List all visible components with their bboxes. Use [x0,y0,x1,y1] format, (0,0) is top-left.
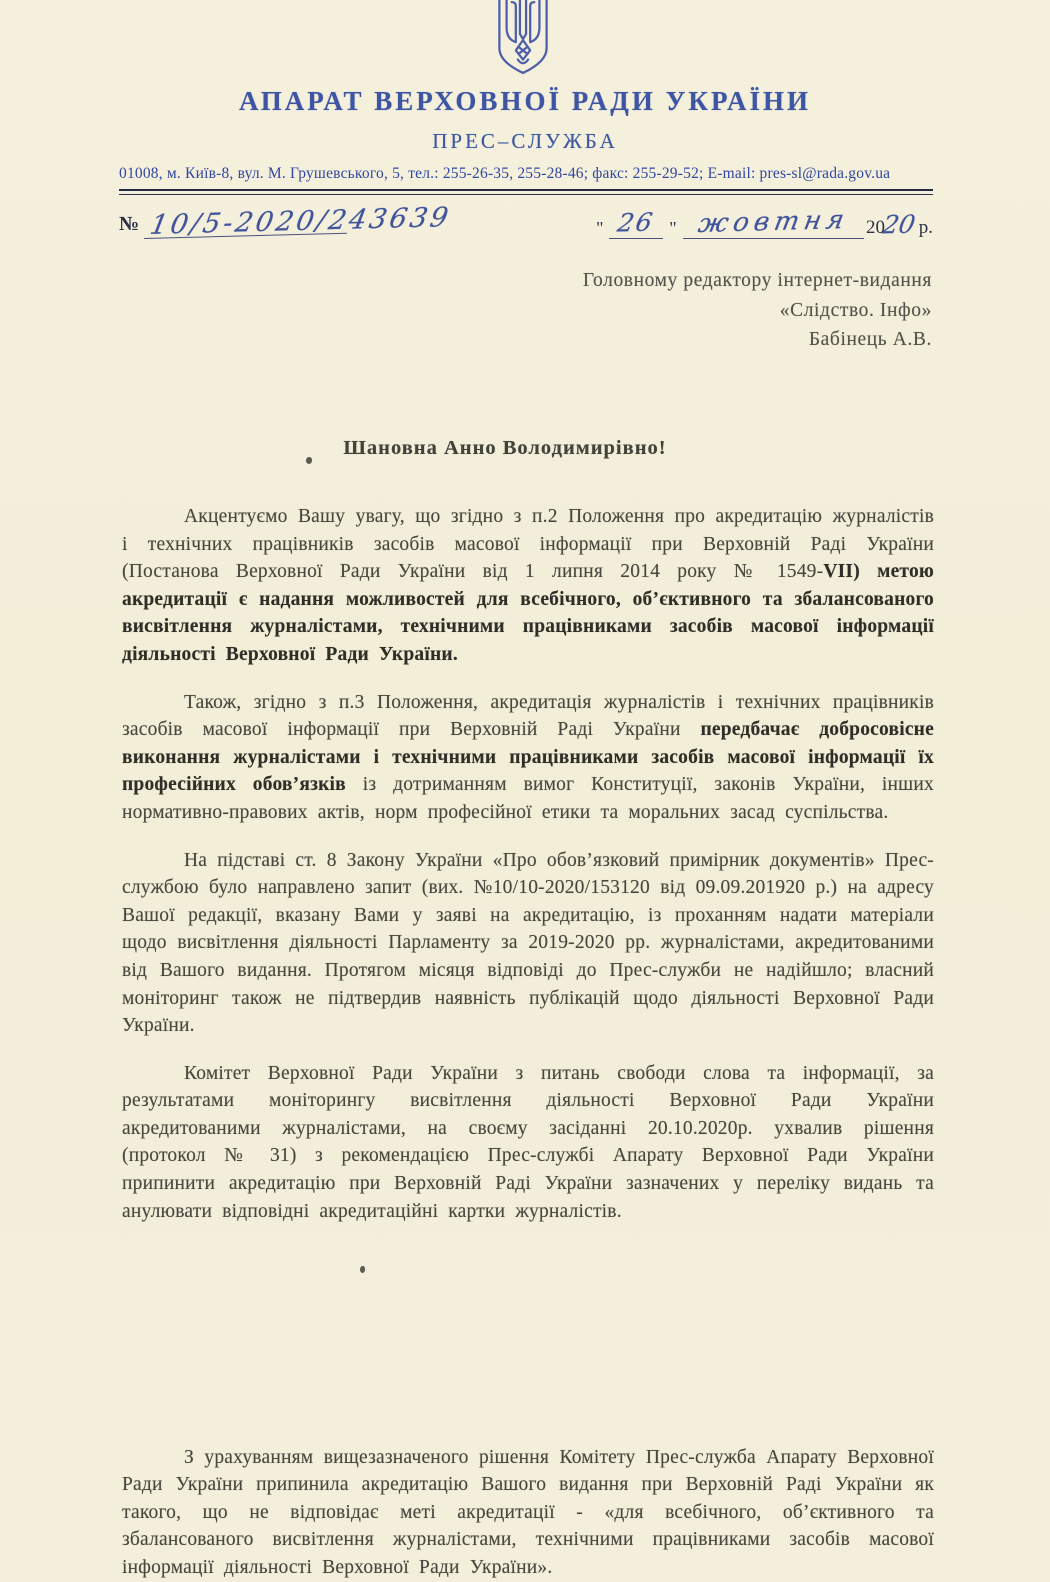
bold-text-run: передбачає добросовісне виконання журналістами і технічними працівниками засобів масової інформації їх професійних обов’язків [122,719,934,796]
handwritten-year: 20 [880,209,918,240]
letter-body [122,503,934,1245]
trident-center-prong [520,0,526,39]
text-run: Також, згідно з п.3 Положення, акредитація журналістів і технічних працівників засобів масової інформації при Верховній Раді України [122,691,934,741]
recipient-name: Бабінець А.В. [808,329,932,350]
recipient-block [583,266,932,355]
year-suffix: р. [918,217,933,238]
paragraph-request-no-response [122,847,934,1040]
text-run: На підставі ст. 8 Закону України «Про обов’язковий примірник документів» Прес-службою було направлено запит (вих. №10/10-2020/153120 від 09.09.201920 р.) на адресу Вашої редакції, вказану Вами у заяві на акредитацію, із проханням надати матеріали щодо висвітлення діяльності Парламенту за 2019-2020 рр. журналістами, акредитованими від Вашого видання. Протягом місяця відповіді до Прес-служби не надійшло; власний моніторинг також не підтвердив наявність публікацій щодо діяльності Верховної Ради України. [122,849,934,1037]
trident-left-prong [507,0,516,42]
paragraph-committee-decision [122,1060,934,1226]
handwritten-month: жовтня [695,205,852,239]
handwritten-day: 26 [615,207,658,238]
trident-right-prong [530,0,539,42]
contact-address-line: 01008, м. Київ-8, вул. М. Грушевського, 5, тел.: 255-26-35, 255-28-46; факс: 255-29-52; E-mail: pres-sl@rada.gov.ua [119,165,891,182]
outgoing-number-field [119,202,456,241]
text-run: із дотриманням вимог Конституції, законів України, інших нормативно-правових актів, норм професійної етики та моральних засад суспільства. [122,774,934,823]
salutation-line: Шановна Анно Володимирівно! [343,437,667,459]
ink-speck [360,1266,365,1273]
printed-year-prefix: 20 [865,217,885,238]
text-run: Комітет Верховної Ради України з питань свободи слова та інформації, за результатами моніторингу висвітлення діяльності Верховної Ради України акредитованими журналістами, на своєму засіданні 20.10.2020р. ухвалив рішення (протокол № 31) з рекомендацією Прес-службі Апарату Верховної Ради України припинити акредитацію при Верховній Раді України зазначених у переліку видань та анулювати відповідні акредитаційні картки журналістів. [122,1062,934,1222]
document-date-field [592,207,933,239]
recipient-position: Головному редактору інтернет-видання [582,270,932,291]
bold-text-run: VII) метою акредитації є надання можливостей для всебічного, об’єктивного та збалансованого висвітлення журналістами, технічними працівниками засобів масової інформації діяльності Верховної Ради України. [122,561,935,665]
text-run: З урахуванням вищезазначеного рішення Комітету Прес-служба Апарату Верховної Ради України припинила акредитацію Вашого видання при Верховній Раді України як такого, що не відповідає меті акредитації - «для всебічного, об’єктивного та збалансованого висвітлення журналістами, технічними працівниками засобів масової інформації діяльності Верховної Ради України». [122,1446,934,1578]
reference-row [119,202,933,241]
paragraph-accreditation-purpose [122,503,934,669]
recipient-outlet: «Слідство. Інфо» [779,299,932,321]
header-divider-rule [119,189,933,195]
day-underline [609,208,663,239]
department-name: ПРЕС–СЛУЖБА [432,129,618,153]
organization-name: АПАРАТ ВЕРХОВНОЇ РАДИ УКРАЇНИ [238,86,812,116]
handwritten-outgoing-number: 10/5-2020/243639 [139,202,459,243]
trident-base-diamond [516,40,530,60]
paragraph-accreditation-duties [122,689,934,827]
open-quote: " [596,218,604,238]
ukraine-trident-emblem [496,0,550,75]
text-run: Акцентуємо Вашу увагу, що згідно з п.2 Положення про акредитацію журналістів і технічних працівників засобів масової інформації при Верховній Раді України (Постанова Верховної Ради України від 1 липня 2014 року № 1549- [122,506,934,583]
close-quote: " [669,218,677,238]
paragraph-accreditation-terminated [122,1444,934,1582]
number-sign-label: № [119,213,140,235]
month-underline [683,207,864,239]
